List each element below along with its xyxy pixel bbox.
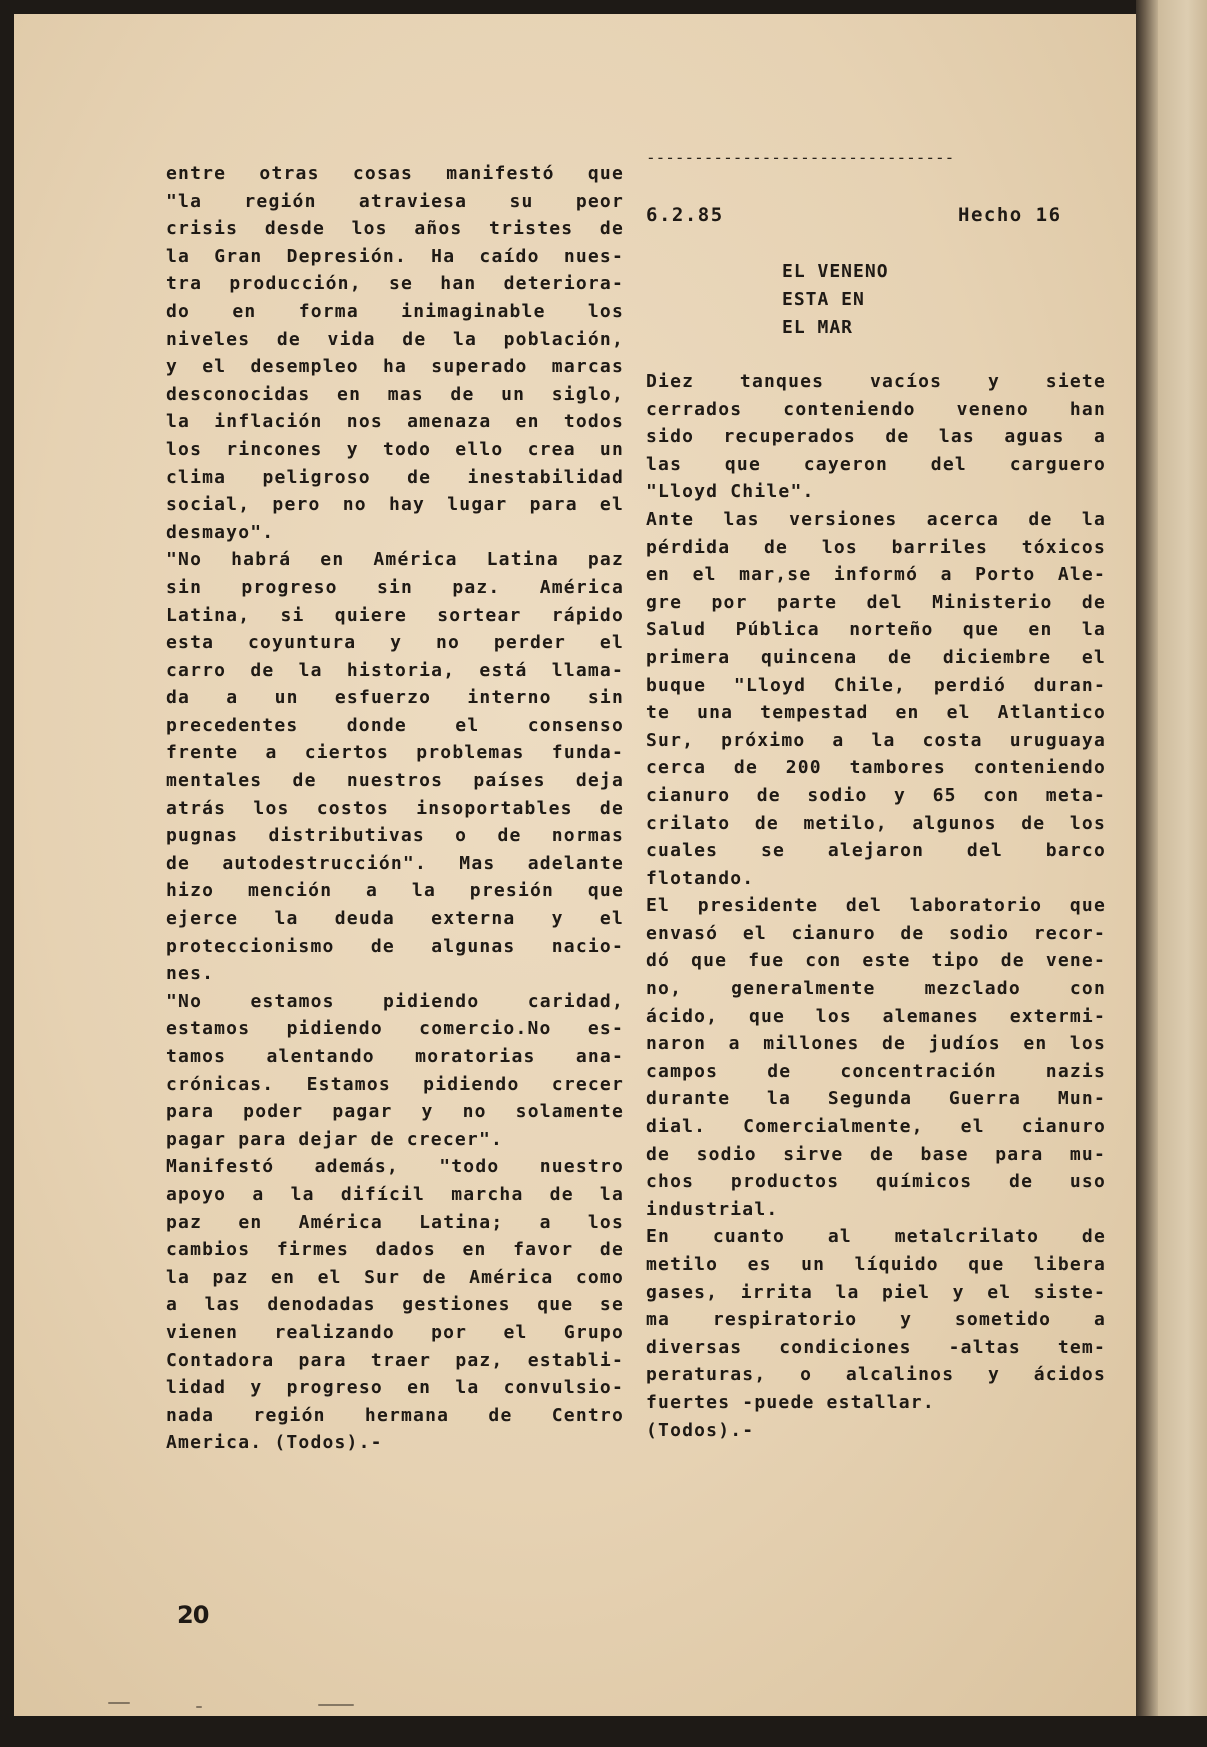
- text-line: la Gran Depresión. Ha caído nues-: [166, 245, 624, 267]
- text-line: envasó el cianuro de sodio recor-: [646, 922, 1106, 944]
- text-line: campos de concentración nazis: [646, 1060, 1106, 1082]
- text-line: pagar para dejar de crecer".: [166, 1128, 504, 1150]
- scan-bottom-border: [0, 1716, 1207, 1747]
- text-line: y el desempleo ha superado marcas: [166, 356, 624, 378]
- text-line: la paz en el Sur de América como: [166, 1266, 624, 1288]
- text-line: "No habrá en América Latina paz: [166, 549, 624, 571]
- headline-line: EL MAR: [782, 317, 854, 338]
- text-line: da a un esfuerzo interno sin: [166, 687, 624, 709]
- text-line: precedentes donde el consenso: [166, 714, 624, 736]
- text-line: Manifestó además, "todo nuestro: [166, 1156, 624, 1178]
- text-line: gre por parte del Ministerio de: [646, 591, 1106, 613]
- text-line: las que cayeron del carguero: [646, 453, 1106, 475]
- text-line: paz en América Latina; a los: [166, 1211, 624, 1233]
- article-date: 6.2.85: [646, 204, 724, 226]
- text-line: Diez tanques vacíos y siete: [646, 371, 1106, 392]
- text-line: America. (Todos).-: [166, 1432, 383, 1454]
- text-line: carro de la historia, está llama-: [166, 659, 624, 681]
- text-line: En cuanto al metalcrilato de: [646, 1226, 1106, 1248]
- text-line: pérdida de los barriles tóxicos: [646, 536, 1106, 558]
- text-line: gases, irrita la piel y el siste-: [646, 1281, 1106, 1303]
- text-line: entre otras cosas manifestó que: [166, 163, 624, 184]
- text-line: naron a millones de judíos en los: [646, 1033, 1106, 1055]
- adjacent-page-edge: [1158, 0, 1207, 1747]
- text-line: los rincones y todo ello crea un: [166, 438, 624, 460]
- text-line: proteccionismo de algunas nacio-: [166, 935, 624, 957]
- text-line: "No estamos pidiendo caridad,: [166, 990, 624, 1012]
- text-line: Contadora para traer paz, establi-: [166, 1349, 624, 1371]
- text-line: para poder pagar y no solamente: [166, 1101, 624, 1123]
- text-line: niveles de vida de la población,: [166, 328, 624, 350]
- text-line: primera quincena de diciembre el: [646, 646, 1106, 668]
- left-column-text: [166, 160, 624, 1457]
- text-line: cambios firmes dados en favor de: [166, 1239, 624, 1261]
- text-line: sido recuperados de las aguas a: [646, 426, 1106, 448]
- text-line: a las denodadas gestiones que se: [166, 1294, 624, 1316]
- text-line: de sodio sirve de base para mu-: [646, 1143, 1106, 1165]
- scan-smudge: [318, 1704, 354, 1706]
- text-line: dial. Comercialmente, el cianuro: [646, 1116, 1106, 1138]
- text-line: ácido, que los alemanes extermi-: [646, 1005, 1106, 1027]
- text-line: mentales de nuestros países deja: [166, 770, 624, 792]
- text-line: crónicas. Estamos pidiendo crecer: [166, 1073, 624, 1095]
- text-line: nes.: [166, 963, 215, 985]
- right-column-text: [646, 368, 1106, 1444]
- text-line: fuertes -puede estallar.: [646, 1391, 935, 1413]
- text-line: industrial.: [646, 1198, 779, 1220]
- text-line: lidad y progreso en la convulsio-: [166, 1377, 624, 1399]
- text-line: Ante las versiones acerca de la: [646, 508, 1106, 530]
- text-line: ma respiratorio y sometido a: [646, 1309, 1106, 1331]
- text-line: apoyo a la difícil marcha de la: [166, 1183, 624, 1205]
- text-line: El presidente del laboratorio que: [646, 895, 1106, 917]
- text-line: vienen realizando por el Grupo: [166, 1321, 624, 1343]
- text-line: "la región atraviesa su peor: [166, 190, 624, 212]
- scan-smudge: [108, 1702, 130, 1704]
- text-line: de autodestrucción". Mas adelante: [166, 852, 624, 874]
- text-line: te una tempestad en el Atlantico: [646, 702, 1106, 724]
- text-line: Latina, si quiere sortear rápido: [166, 604, 624, 626]
- text-line: no, generalmente mezclado con: [646, 978, 1106, 1000]
- text-line: cerrados conteniendo veneno han: [646, 398, 1106, 420]
- text-line: flotando.: [646, 867, 755, 889]
- fact-number: Hecho 16: [958, 204, 1062, 226]
- text-line: estamos pidiendo comercio.No es-: [166, 1018, 624, 1040]
- text-line: sin progreso sin paz. América: [166, 576, 624, 598]
- page-gutter-shadow: [1136, 0, 1158, 1720]
- headline-line: ESTA EN: [782, 289, 865, 310]
- text-line: frente a ciertos problemas funda-: [166, 742, 624, 764]
- text-line: esta coyuntura y no perder el: [166, 632, 624, 654]
- text-line: pugnas distributivas o de normas: [166, 825, 624, 847]
- text-line: durante la Segunda Guerra Mun-: [646, 1088, 1106, 1110]
- text-line: cuales se alejaron del barco: [646, 840, 1106, 862]
- section-divider-rule: --------------------------------: [646, 152, 955, 164]
- text-line: en el mar,se informó a Porto Ale-: [646, 564, 1106, 586]
- text-line: hizo mención a la presión que: [166, 880, 624, 902]
- text-line: metilo es un líquido que libera: [646, 1254, 1106, 1275]
- text-line: crisis desde los años tristes de: [166, 218, 624, 240]
- scan-smudge: [196, 1706, 202, 1708]
- text-line: "Lloyd Chile".: [646, 481, 815, 503]
- headline-line: EL VENENO: [782, 261, 889, 282]
- text-line: tra producción, se han deteriora-: [166, 273, 624, 295]
- text-line: diversas condiciones -altas tem-: [646, 1336, 1106, 1358]
- text-line: peraturas, o alcalinos y ácidos: [646, 1364, 1106, 1386]
- text-line: (Todos).-: [646, 1419, 755, 1441]
- text-line: Sur, próximo a la costa uruguaya: [646, 729, 1106, 751]
- text-line: cerca de 200 tambores conteniendo: [646, 757, 1106, 779]
- page-number: 20: [177, 1601, 209, 1629]
- text-line: social, pero no hay lugar para el: [166, 494, 624, 516]
- text-line: crilato de metilo, algunos de los: [646, 812, 1106, 834]
- text-line: desconocidas en mas de un siglo,: [166, 383, 624, 405]
- text-line: tamos alentando moratorias ana-: [166, 1046, 624, 1067]
- text-line: atrás los costos insoportables de: [166, 797, 624, 819]
- text-line: Salud Pública norteño que en la: [646, 619, 1106, 641]
- text-line: clima peligroso de inestabilidad: [166, 466, 624, 488]
- text-line: chos productos químicos de uso: [646, 1171, 1106, 1193]
- article-headline: [782, 258, 889, 342]
- text-line: dó que fue con este tipo de vene-: [646, 950, 1106, 972]
- text-line: do en forma inimaginable los: [166, 300, 624, 322]
- text-line: cianuro de sodio y 65 con meta-: [646, 784, 1106, 806]
- text-line: desmayo".: [166, 521, 275, 543]
- text-line: ejerce la deuda externa y el: [166, 908, 624, 930]
- text-line: nada región hermana de Centro: [166, 1404, 624, 1426]
- text-line: la inflación nos amenaza en todos: [166, 411, 624, 433]
- text-line: buque "Lloyd Chile, perdió duran-: [646, 674, 1106, 696]
